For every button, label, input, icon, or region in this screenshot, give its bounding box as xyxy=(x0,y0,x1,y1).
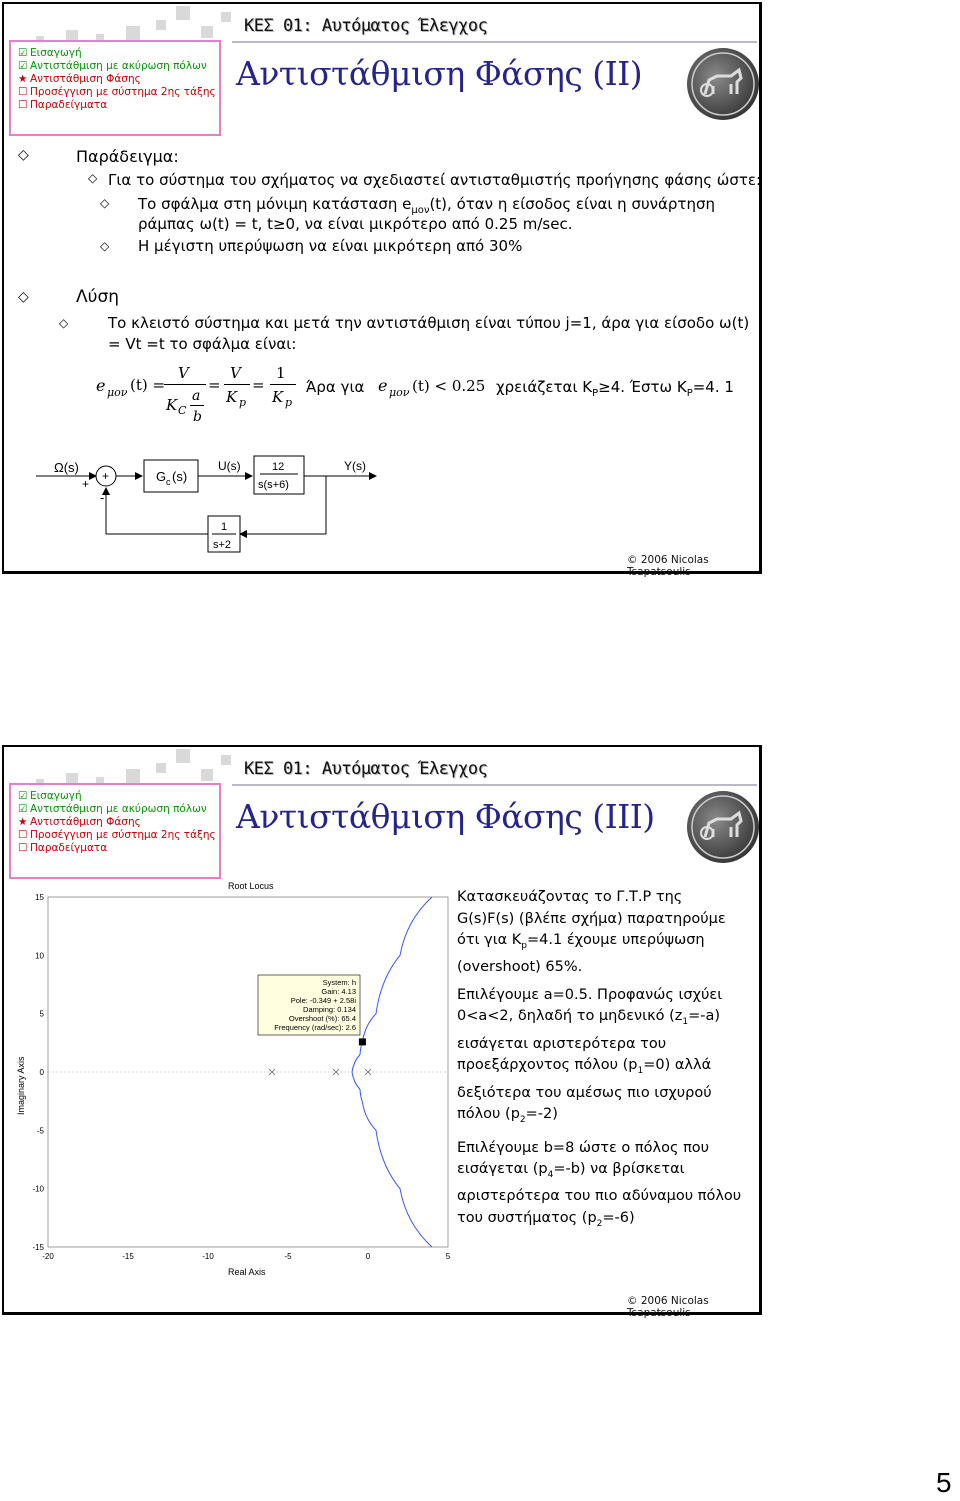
locus-branch-lower xyxy=(352,1072,432,1247)
svg-text:U(s): U(s) xyxy=(218,459,241,473)
coin-logo-icon xyxy=(687,48,759,120)
svg-text:12: 12 xyxy=(272,461,285,473)
nav-item[interactable]: ☐ Παραδείγματα xyxy=(18,842,108,854)
header-rule xyxy=(232,41,757,43)
example-line: Για το σύστημα του σχήματος να σχεδιαστεί αντισταθμιστής προήγησης φάσης ώστε: xyxy=(108,171,762,189)
svg-text:+: + xyxy=(102,469,110,483)
slide-title: Αντιστάθμιση Φάσης (ΙΙ) xyxy=(236,54,643,93)
square-icon: ☐ xyxy=(18,86,28,98)
explanation-text: Κατασκευάζοντας το Γ.Τ.Ρ της G(s)F(s) (βλέπε σχήμα) παρατηρούμε ότι για $K_p=4.1$ έχουμε υπερύψωση (overshoot) 65%. Επιλέγουμε a=0.5. Προφανώς ισχύει 0<a<2, δηλαδή το μηδενικό $(z_1=-a)$ εισάγεται αριστερότερα του προεξάρχοντος πόλου $(p_1=0)$ αλλά δεξιότερα του αμέσως πιο ισχυρού πόλου $(p_2=-2)$ Επιλέγουμε b=8 ώστε ο πόλος που εισάγεται $(p_4=-b)$ να βρίσκεται αριστερότερα του πιο αδύναμου πόλου του συστήματος $(p_2=-6)$ xyxy=(457,889,742,1229)
svg-text:Frequency (rad/sec): 2.6: Frequency (rad/sec): 2.6 xyxy=(274,1023,356,1032)
bullet-diamond-icon: ◇ xyxy=(18,289,29,305)
x-tick-label: 0 xyxy=(365,1252,371,1261)
solution-line-2: = Vt =t το σφάλμα είναι: xyxy=(108,335,297,353)
copyright: © 2006 Nicolas Tsapatsoulis xyxy=(627,1295,709,1319)
check-icon: ☑ xyxy=(18,790,28,802)
x-tick-label: -15 xyxy=(122,1252,134,1261)
nav-box xyxy=(9,783,221,879)
svg-text:Gain: 4.13: Gain: 4.13 xyxy=(321,987,356,996)
svg-text:Y(s): Y(s) xyxy=(344,459,366,473)
requirement-1: Το σφάλμα στη μόνιμη κατάσταση $e_{\mu o\nu}(t)$, όταν η είσοδος είναι η συνάρτηση xyxy=(138,195,715,216)
error-inequality: e μον (t) < 0.25 xyxy=(378,376,486,399)
y-tick-label: 15 xyxy=(35,893,44,902)
svg-text:s+2: s+2 xyxy=(213,539,232,551)
page-number: 5 xyxy=(936,1467,952,1498)
requirement-1-cont: ράμπας ω(t) = t, t≥0, να είναι μικρότερο από 0.25 m/sec. xyxy=(138,215,573,233)
star-icon: ★ xyxy=(18,816,28,828)
requirement-2: Η μέγιστη υπερύψωση να είναι μικρότερη από 30% xyxy=(138,237,523,255)
block-diagram xyxy=(16,452,386,562)
controller-block xyxy=(144,460,198,492)
svg-text:-: - xyxy=(100,490,105,505)
square-icon: ☐ xyxy=(18,99,28,111)
x-tick-label: -10 xyxy=(202,1252,214,1261)
x-axis-label: Real Axis xyxy=(228,1267,266,1277)
nav-item[interactable]: ☑ Εισαγωγή xyxy=(18,790,82,802)
root-locus-chart xyxy=(10,877,450,1277)
bullet-diamond-icon: ◇ xyxy=(18,147,29,163)
error-formula: e μον (t) = V K C a b = V K p = 1 K p xyxy=(94,362,304,432)
svg-text:1: 1 xyxy=(221,521,228,533)
x-tick-label: 5 xyxy=(445,1252,450,1261)
bullet-diamond-icon: ◇ xyxy=(100,196,110,210)
nav-item[interactable]: ★ Αντιστάθμιση Φάσης xyxy=(18,73,141,85)
nav-item[interactable]: ☐ Προσέγγιση με σύστημα 2ης τάξης xyxy=(18,86,216,98)
course-title: ΚΕΣ 01: Αυτόματος Έλεγχος xyxy=(244,759,488,779)
slide-1 xyxy=(2,2,762,578)
chart-title: Root Locus xyxy=(228,881,274,891)
nav-box xyxy=(9,40,221,136)
bullet-diamond-icon: ◇ xyxy=(88,171,98,185)
svg-text:Overshoot (%): 65.4: Overshoot (%): 65.4 xyxy=(288,1014,356,1023)
locus-branch-upper xyxy=(352,897,432,1072)
y-tick-label: -15 xyxy=(32,1243,44,1252)
nav-item[interactable]: ☑ Αντιστάθμιση με ακύρωση πόλων xyxy=(18,60,207,72)
y-tick-label: 10 xyxy=(35,951,44,961)
course-title: ΚΕΣ 01: Αυτόματος Έλεγχος xyxy=(244,16,488,36)
slide-2 xyxy=(2,745,762,1319)
coin-logo-icon xyxy=(687,791,759,863)
datatip xyxy=(258,975,360,1035)
y-tick-label: 5 xyxy=(39,1009,44,1019)
nav-item[interactable]: ★ Αντιστάθμιση Φάσης xyxy=(18,816,141,828)
y-tick-label: 0 xyxy=(39,1068,44,1077)
svg-text:s(s+6): s(s+6) xyxy=(258,479,289,491)
svg-text:Pole: -0.349 + 2.58i: Pole: -0.349 + 2.58i xyxy=(290,996,356,1005)
copyright: © 2006 Nicolas Tsapatsoulis xyxy=(627,554,709,578)
check-icon: ☑ xyxy=(18,60,28,72)
star-icon: ★ xyxy=(18,73,28,85)
nav-item[interactable]: ☐ Παραδείγματα xyxy=(18,99,108,111)
ara-gia-text: Άρα για xyxy=(306,378,365,396)
check-icon: ☑ xyxy=(18,47,28,59)
input-label: Ω(s) xyxy=(54,460,79,475)
svg-text:G: G xyxy=(156,469,167,484)
example-heading: Παράδειγμα: xyxy=(76,147,179,166)
y-tick-label: -5 xyxy=(36,1126,44,1136)
y-tick-label: -10 xyxy=(32,1184,44,1194)
nav-item[interactable]: ☐ Προσέγγιση με σύστημα 2ης τάξης xyxy=(18,829,216,841)
svg-text:Damping: 0.134: Damping: 0.134 xyxy=(303,1005,356,1014)
nav-item[interactable]: ☑ Αντιστάθμιση με ακύρωση πόλων xyxy=(18,803,207,815)
x-tick-label: -5 xyxy=(284,1252,292,1261)
svg-text:(s): (s) xyxy=(172,469,188,484)
header-rule xyxy=(232,784,757,786)
square-icon: ☐ xyxy=(18,829,28,841)
square-icon: ☐ xyxy=(18,842,28,854)
svg-text:System: h: System: h xyxy=(322,978,356,987)
slide-title: Αντιστάθμιση Φάσης (ΙΙΙ) xyxy=(236,797,655,836)
kp-requirement: χρειάζεται $K_P\ge 4$. Έστω $K_P=4$. 1 xyxy=(496,378,734,399)
selected-point-marker xyxy=(359,1038,366,1045)
bullet-diamond-icon: ◇ xyxy=(59,316,69,330)
nav-item[interactable]: ☑ Εισαγωγή xyxy=(18,47,82,59)
check-icon: ☑ xyxy=(18,803,28,815)
solution-line-1: Το κλειστό σύστημα και μετά την αντιστάθμιση είναι τύπου j=1, άρα για είσοδο ω(t) xyxy=(108,314,750,332)
bullet-diamond-icon: ◇ xyxy=(100,239,110,253)
svg-text:c: c xyxy=(166,477,171,487)
svg-text:+: + xyxy=(82,477,90,491)
solution-heading: Λύση xyxy=(76,287,120,307)
x-tick-label: -20 xyxy=(42,1252,54,1261)
y-axis-label: Imaginary Axis xyxy=(16,1056,26,1115)
